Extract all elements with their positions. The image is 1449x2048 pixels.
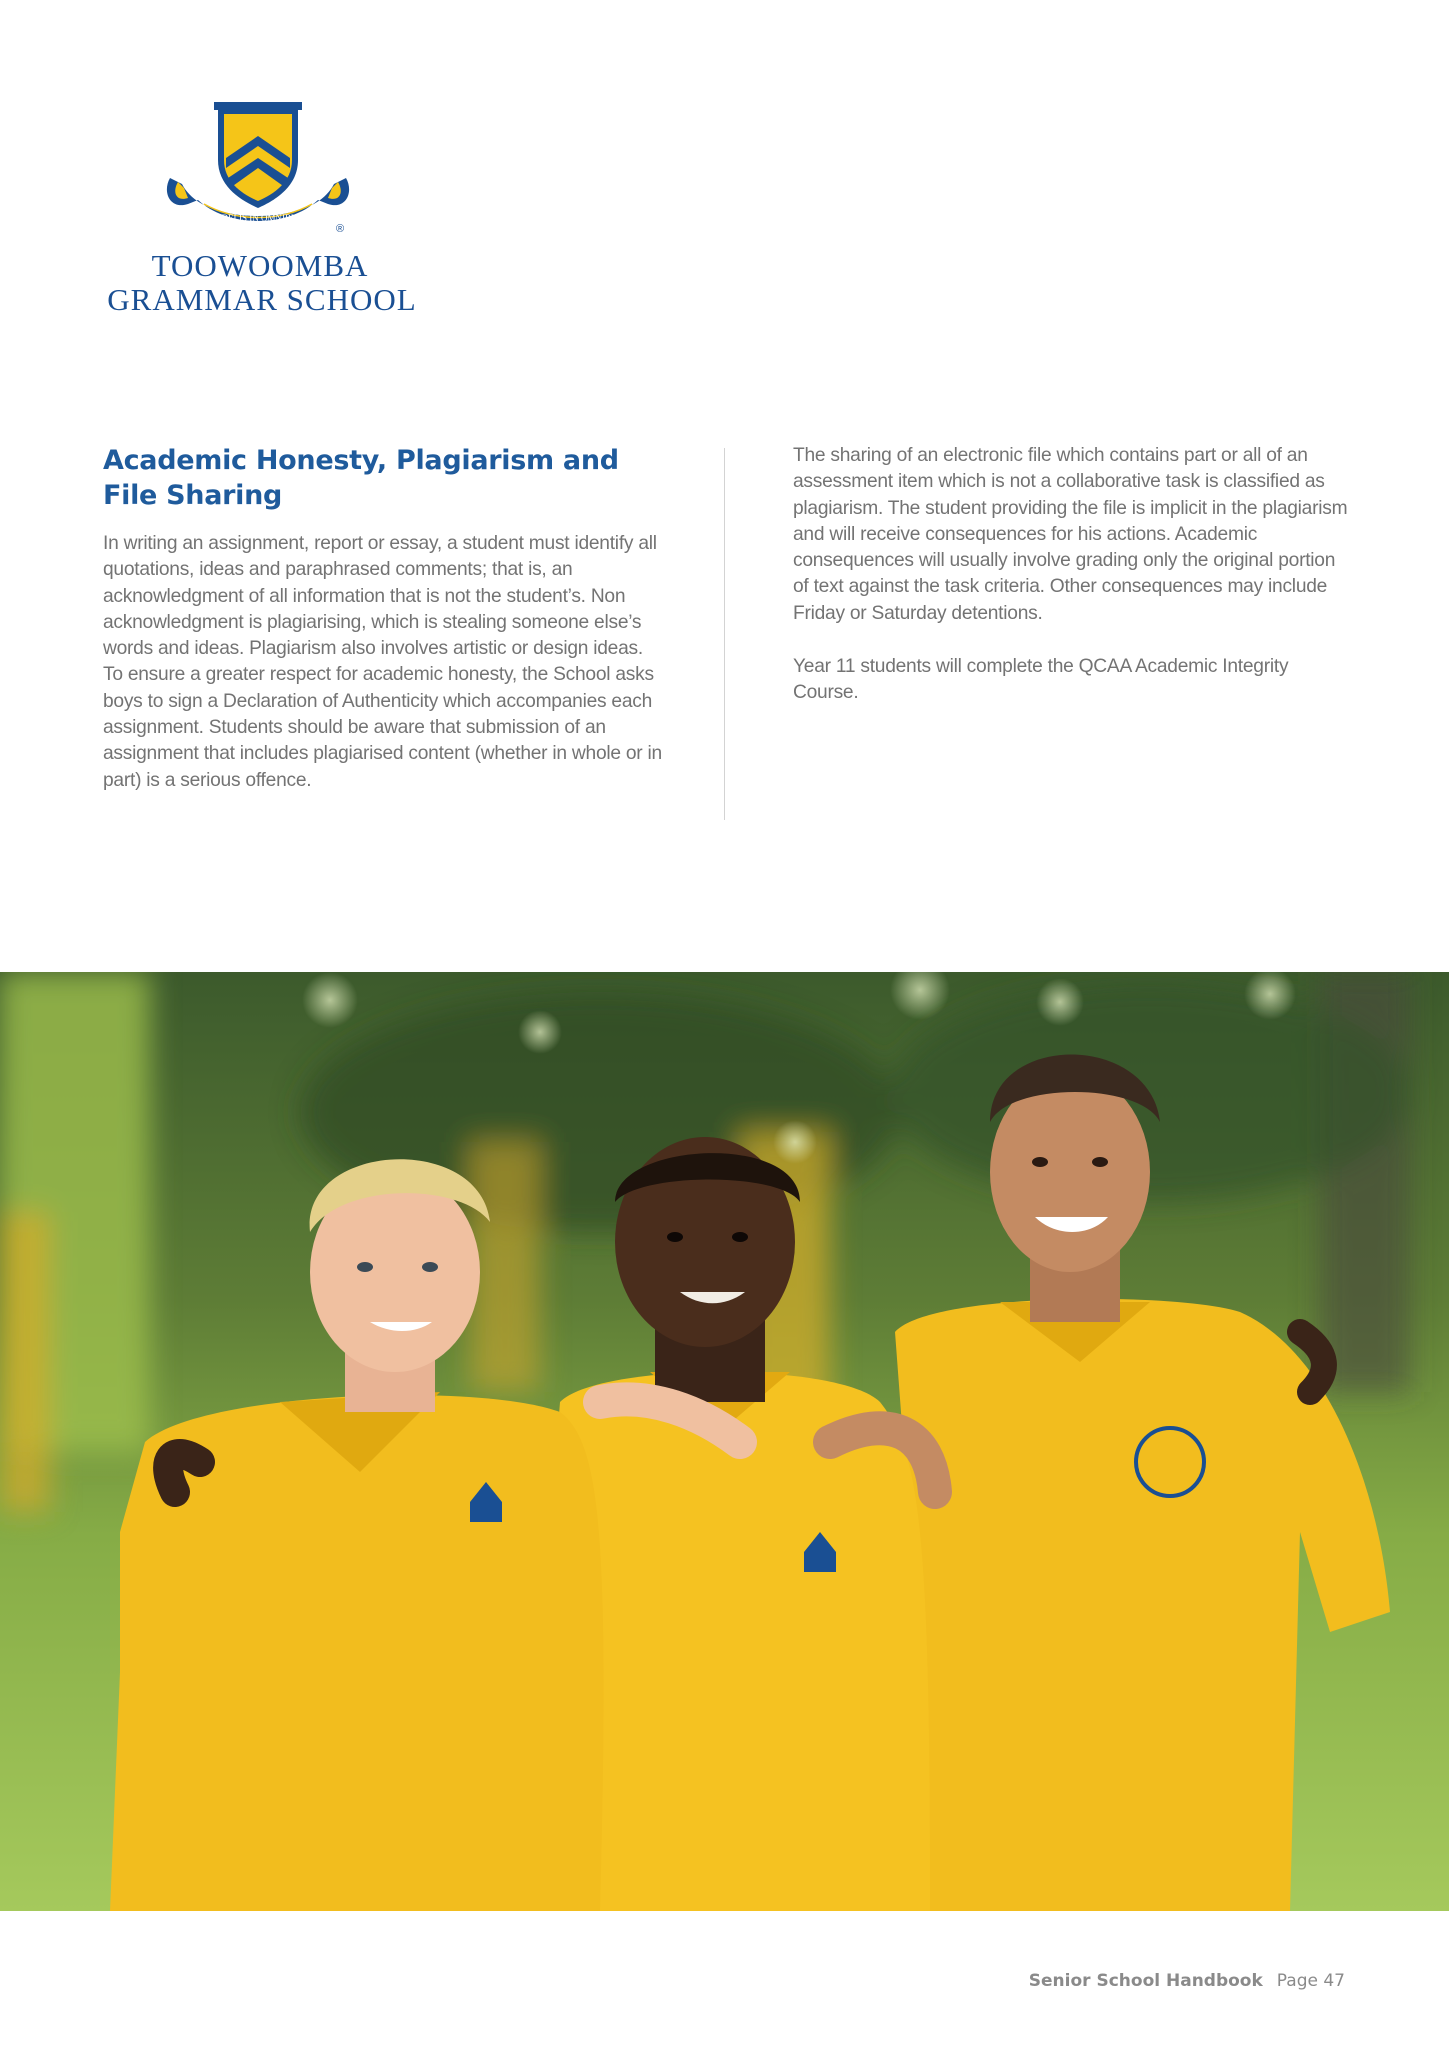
logo-name-line-1: TOOWOOMBA bbox=[151, 248, 369, 283]
logo-name-line-2: GRAMMAR SCHOOL bbox=[107, 282, 417, 317]
section-heading: Academic Honesty, Plagiarism and File Sharing bbox=[103, 445, 619, 511]
column-divider bbox=[724, 448, 725, 820]
students-photo bbox=[0, 972, 1449, 1911]
page-number: Page 47 bbox=[1276, 1971, 1345, 1991]
file-sharing-paragraph: The sharing of an electronic file which contains part or all of an assessment item which is not a collaborative task is classified as plagiarism. The student providing the file is implicit in the plagiarism and will receive consequences for his actions. Academic consequences will usually involve grading only the original portion of text against the task criteria. Other consequences may include Friday or Saturday detentions. bbox=[793, 445, 1348, 624]
three-students-illustration bbox=[0, 972, 1449, 1911]
right-column bbox=[793, 443, 1353, 707]
motto-text: FIDELIS IN OMNIBUS bbox=[213, 213, 303, 223]
integrity-course-paragraph: Year 11 students will complete the QCAA Academic Integrity Course. bbox=[793, 656, 1289, 704]
registered-mark: ® bbox=[336, 223, 345, 235]
left-paragraph: In writing an assignment, report or essay, a student must identify all quotations, ideas and paraphrased comments; that is, an acknowledgment of all information that is not the student’s. Non acknowledgment is plagiarising, which is stealing someone else’s words and ideas. Plagiarism also involves artistic or design ideas. To ensure a greater respect for academic honesty, the School asks boys to sign a Declaration of Authenticity which accompanies each assignment. Students should be aware that submission of an assignment that includes plagiarised content (whether in whole or in part) is a serious offence. bbox=[103, 533, 662, 791]
school-logo bbox=[100, 100, 420, 320]
page-footer bbox=[1029, 1971, 1345, 1991]
crest-icon bbox=[158, 100, 358, 240]
left-column bbox=[103, 443, 663, 794]
footer-title: Senior School Handbook bbox=[1028, 1971, 1263, 1991]
